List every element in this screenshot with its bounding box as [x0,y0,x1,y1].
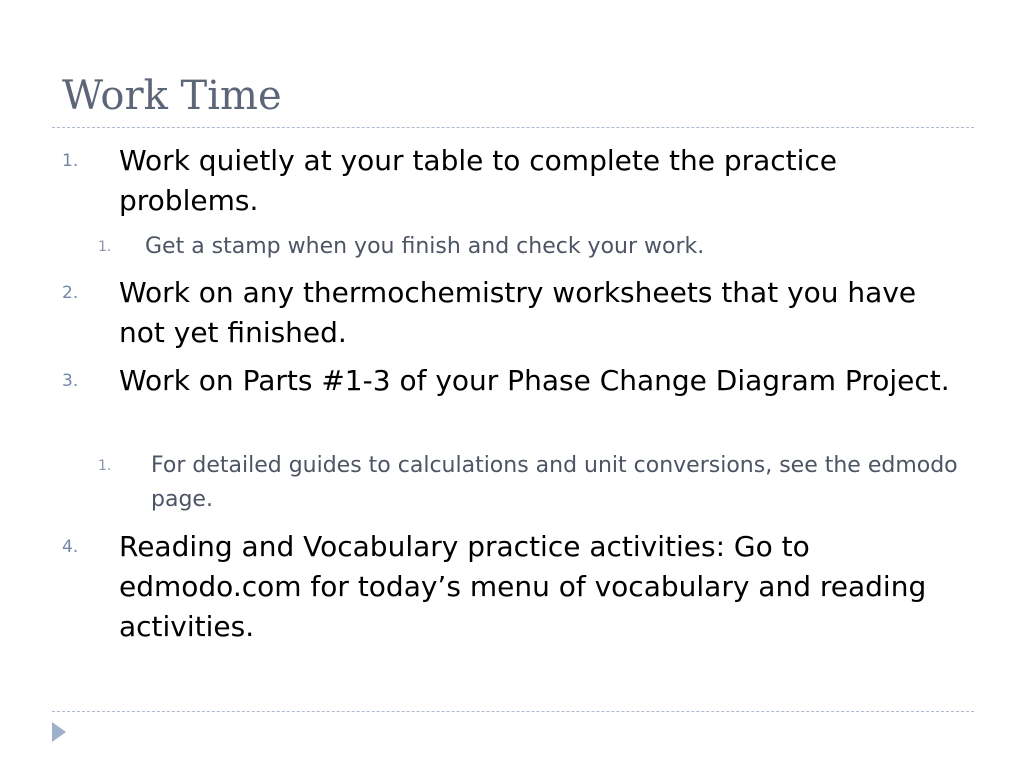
sub-list-item-text: For detailed guides to calculations and unit conversions, see the edmodo page. [151,453,958,512]
list-item-number: 4. [62,537,79,557]
play-triangle-icon [52,722,66,742]
list-item-number: 3. [62,371,79,391]
sub-list-item-text: Get a stamp when you finish and check your work. [145,234,705,259]
list-item-text: Work on Parts #1-3 of your Phase Change Diagram Project. [119,364,950,397]
footer-divider [52,711,974,712]
title-divider [52,127,974,128]
sub-list-item-number: 1. [98,239,112,255]
list-item-text: Work on any thermochemistry worksheets that you have not yet finished. [119,276,917,349]
list-item-text: Work quietly at your table to complete the practice problems. [119,144,838,217]
sub-list-item-number: 1. [98,458,112,474]
list-item-text: Reading and Vocabulary practice activities: Go to edmodo.com for today’s menu of vocabulary and reading activities. [119,530,927,643]
list-item-number: 2. [62,283,79,303]
list-item-number: 1. [62,151,79,171]
slide-title: Work Time [62,73,282,119]
